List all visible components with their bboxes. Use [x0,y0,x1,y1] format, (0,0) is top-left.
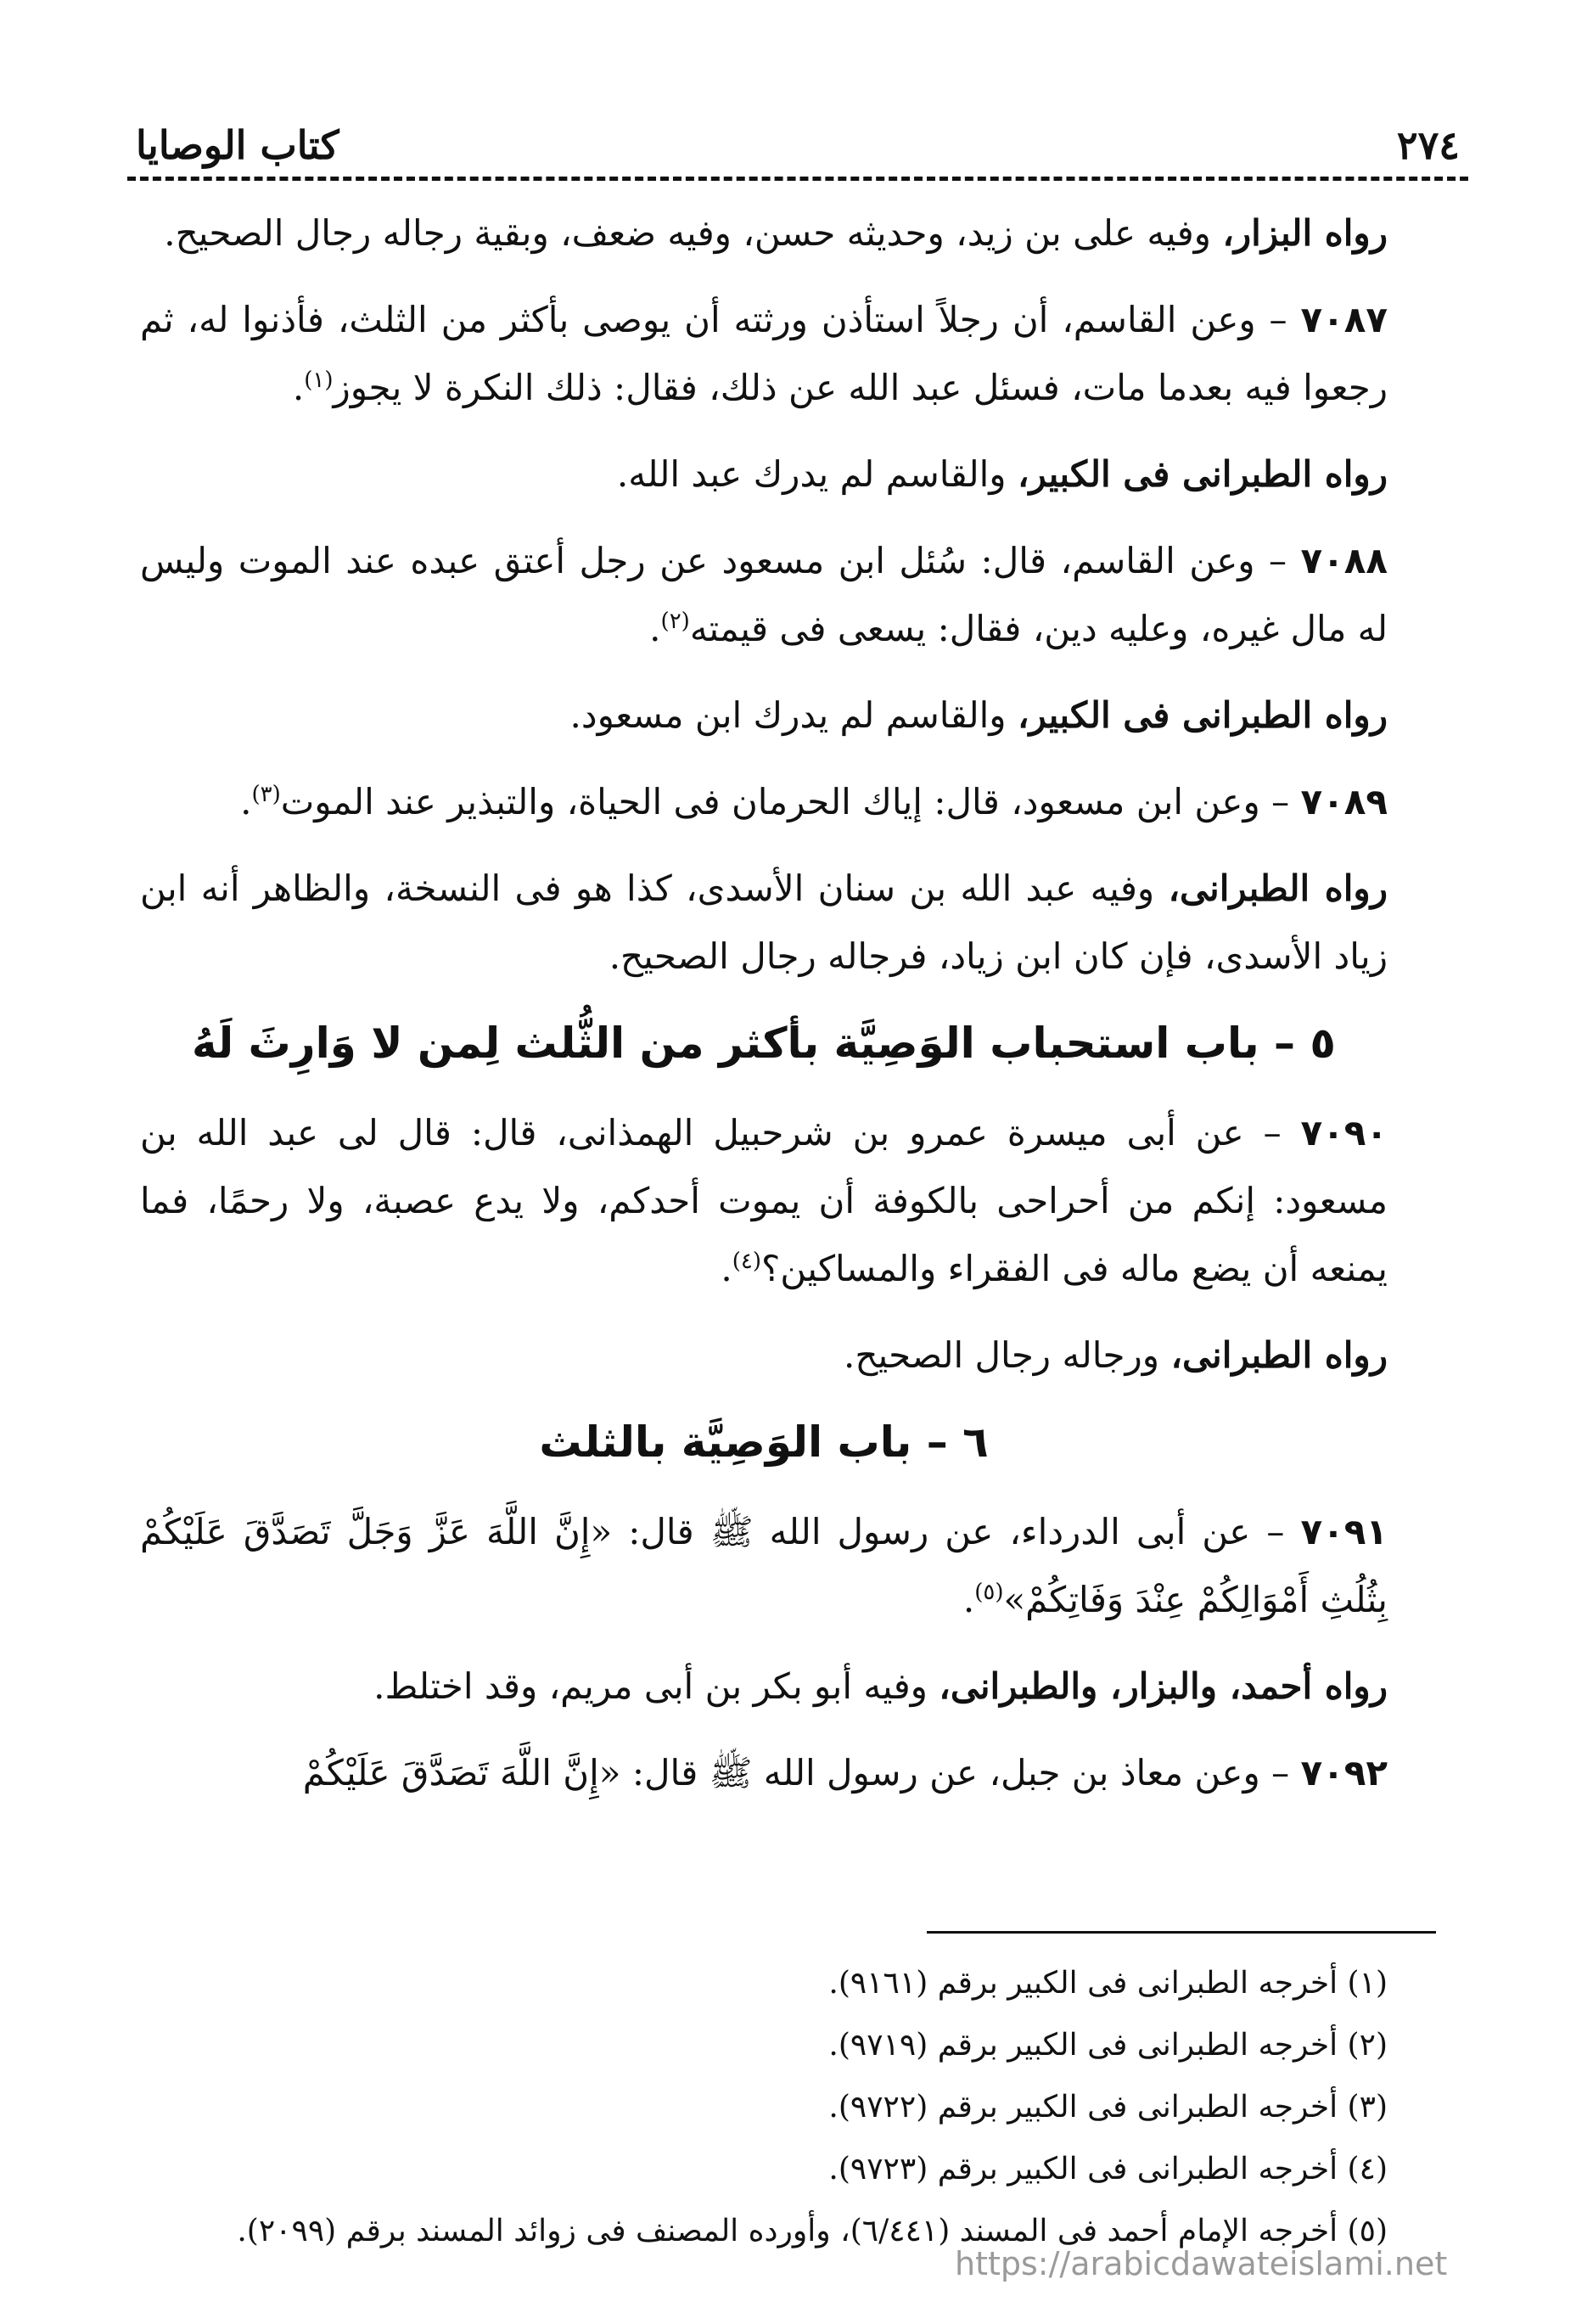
paragraph-3 [140,441,1388,508]
paragraph-12 [140,1653,1388,1721]
paragraph-text: – وعن ابن مسعود، قال: إياك الحرمان فى الحياة، والتبذير عند الموت [280,781,1301,822]
footnote-ref[interactable]: (٥) [974,1580,1004,1605]
hadith-number: ٧٠٨٩ [1300,781,1388,822]
hadith-number: ٧٠٨٧ [1300,299,1388,340]
paragraph-text: – عن أبى ميسرة عمرو بن شرحبيل الهمذانى، قال: قال لى عبد الله بن مسعود: إنكم من أحراحى بالكوفة أن يموت أحدكم، ولا يدع عصبة، ولا رحمًا، فما يمنعه أن يضع ماله فى الفقراء والمساكين؟ [140,1112,1388,1289]
hadith-7087 [140,286,1388,422]
watermark-url: https://arabicdawateislami.net [955,2245,1448,2282]
paragraph-5 [140,682,1388,749]
hadith-number: ٧٠٩٠ [1300,1112,1388,1154]
paragraph-text: ورجاله رجال الصحيح. [844,1334,1171,1376]
hadith-7092 [140,1739,1388,1807]
paragraph-text: – عن أبى الدرداء، عن رسول الله ﷺ قال: «إِنَّ اللَّهَ عَزَّ وَجَلَّ تَصَدَّقَ عَلَيْكُمْ بِثُلُثِ أَمْوَالِكُمْ عِنْدَ وَفَاتِكُمْ» [140,1511,1388,1620]
chapter-heading-6: ٦ – باب الوَصِيَّة بالثلث [539,1417,989,1467]
source-attribution: رواه الطبرانى فى الكبير، [1017,694,1388,736]
paragraph-tail: . [649,608,661,649]
paragraph-tail: . [240,781,252,822]
paragraph-tail: . [962,1579,975,1620]
hadith-7089 [140,768,1388,836]
footnote-ref[interactable]: (٢) [660,609,690,634]
footnote-ref[interactable]: (٣) [251,782,281,807]
book-title: كتاب الوصايا [127,122,348,168]
page-header [127,109,1468,181]
hadith-number: ٧٠٨٨ [1300,540,1388,581]
hadith-number: ٧٠٩٢ [1300,1752,1388,1794]
paragraph-text: وفيه عبد الله بن سنان الأسدى، كذا هو فى النسخة، والظاهر أنه ابن زياد الأسدى، فإن كان ابن زياد، فرجاله رجال الصحيح. [140,867,1388,977]
hadith-number: ٧٠٩١ [1300,1511,1388,1552]
footnote-4: (٤) أخرجه الطبرانى فى الكبير برقم (٩٧٢٣). [828,2152,1388,2186]
paragraph-text: – وعن القاسم، قال: سُئل ابن مسعود عن رجل أعتق عبده عند الموت وليس له مال غيره، وعليه دين، فقال: يسعى فى قيمته [140,540,1388,649]
footnote-2: (٢) أخرجه الطبرانى فى الكبير برقم (٩٧١٩). [828,2028,1388,2063]
footnotes [140,1952,1388,2262]
hadith-7090 [140,1099,1388,1303]
paragraph-text: وفيه أبو بكر بن أبى مريم، وقد اختلط. [373,1665,940,1707]
footnote-3: (٣) أخرجه الطبرانى فى الكبير برقم (٩٧٢٢). [828,2090,1388,2125]
paragraph-tail: . [721,1248,732,1289]
hadith-7088 [140,527,1388,663]
source-attribution: رواه الطبرانى، [1168,867,1388,909]
paragraph-9 [140,1322,1388,1389]
paragraph-text: – وعن معاذ بن جبل، عن رسول الله ﷺ قال: «إِنَّ اللَّهَ تَصَدَّقَ عَلَيْكُمْ [302,1752,1301,1794]
paragraph-text: – وعن القاسم، أن رجلاً استأذن ورثته أن يوصى بأكثر من الثلث، فأذنوا له، ثم رجعوا فيه بعدما مات، فسئل عبد الله عن ذلك، فقال: ذلك النكرة لا يجوز [140,299,1388,408]
source-attribution: رواه البزار، [1222,212,1388,254]
source-attribution: رواه الطبرانى فى الكبير، [1017,453,1388,495]
source-attribution: رواه الطبرانى، [1170,1334,1388,1376]
paragraph-text: والقاسم لم يدرك عبد الله. [616,453,1018,495]
page-body [140,199,1388,1826]
paragraph-7 [140,855,1388,991]
page-number: ٢٧٤ [1388,122,1468,168]
footnote-5: (٥) أخرجه الإمام أحمد فى المسند (٦/٤٤١)، وأورده المصنف فى زوائد المسند برقم (٢٠٩٩). [237,2214,1388,2248]
footnote-ref[interactable]: (١) [304,368,334,393]
paragraph-text: والقاسم لم يدرك ابن مسعود. [569,694,1018,736]
paragraph-text: وفيه على بن زيد، وحديثه حسن، وفيه ضعف، وبقية رجاله رجال الصحيح. [164,212,1223,254]
hadith-7091 [140,1498,1388,1634]
chapter-heading-5: ٥ – باب استحباب الوَصِيَّة بأكثر من الثُّلث لِمن لا وَارِثَ لَهُ [192,1019,1336,1068]
source-attribution: رواه أحمد، والبزار، والطبرانى، [939,1665,1388,1707]
paragraph-tail: . [292,367,305,408]
footnote-divider [927,1931,1436,1934]
footnote-1: (١) أخرجه الطبرانى فى الكبير برقم (٩١٦١). [828,1966,1388,2001]
paragraph-1 [140,199,1388,267]
footnote-ref[interactable]: (٤) [732,1249,762,1274]
